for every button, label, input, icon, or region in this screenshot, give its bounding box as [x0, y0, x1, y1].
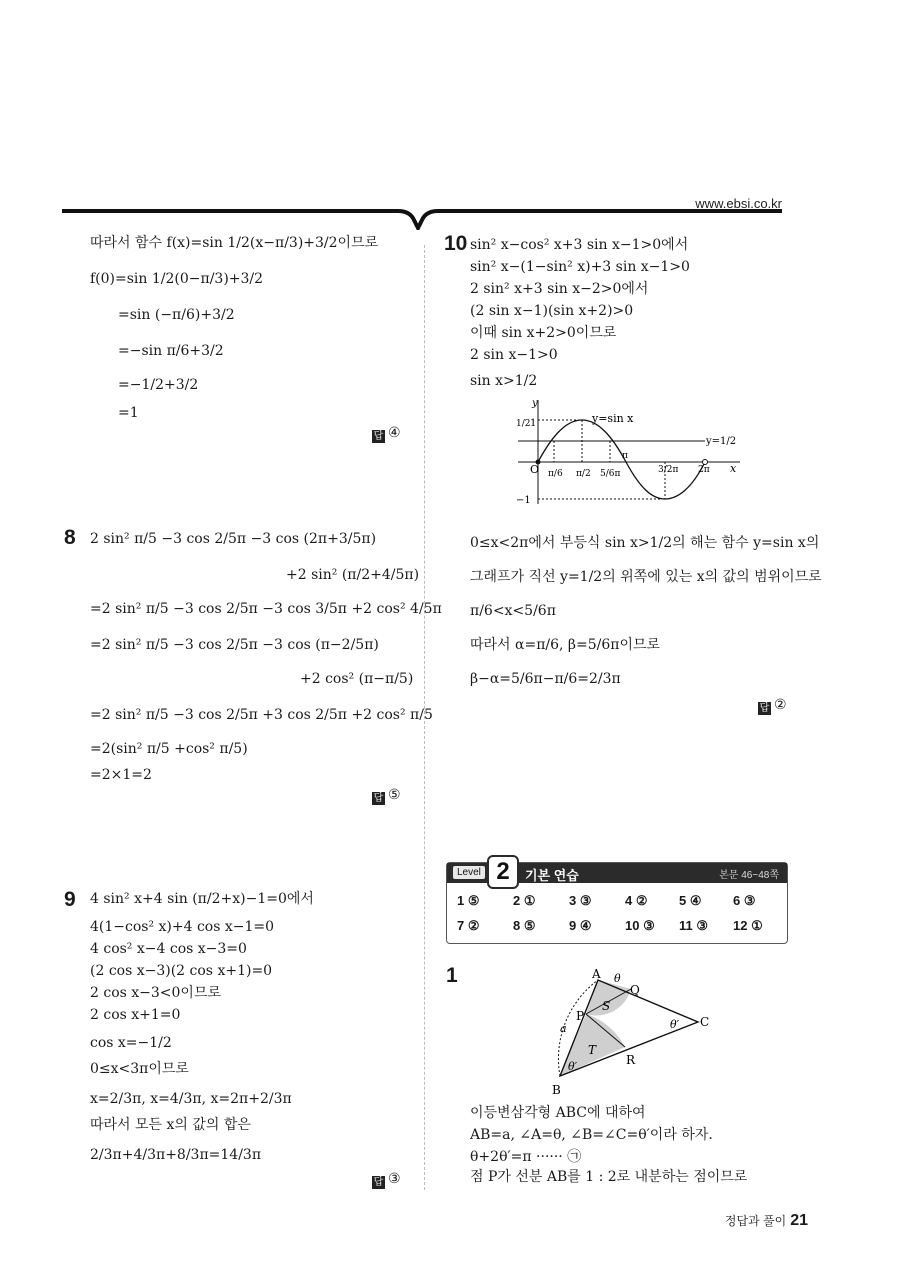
- q10-line: 이때 sin x+2>0이므로: [470, 325, 617, 341]
- q10-line: 2 sin x−1>0: [470, 347, 558, 363]
- answer-cell: 3 ③: [569, 893, 592, 908]
- q1-line: 이등변삼각형 ABC에 대하여: [470, 1105, 646, 1121]
- label-theta: θ: [614, 972, 621, 985]
- answer-cell: 5 ④: [679, 893, 702, 908]
- answer-cell: 1 ⑤: [457, 893, 480, 908]
- curve-label: y=sin x: [592, 412, 634, 425]
- label-theta-prime: θ′: [670, 1018, 680, 1031]
- label-q: Q: [630, 983, 640, 997]
- open-point: [703, 460, 708, 465]
- q10-after-line: β−α=5/6π−π/6=2/3π: [470, 671, 621, 687]
- answer-icon: 답: [759, 703, 770, 714]
- pi6-label: π/6: [548, 469, 563, 479]
- neg-one-label: −1: [516, 495, 531, 506]
- answer-value: ④: [388, 424, 401, 440]
- answer-cell: 2 ①: [513, 893, 536, 908]
- y-axis-label: y: [532, 398, 538, 409]
- q9-line: 4 cos² x−4 cos x−3=0: [90, 941, 247, 957]
- q10-line: sin² x−(1−sin² x)+3 sin x−1>0: [470, 259, 690, 275]
- label-p: P: [576, 1009, 585, 1023]
- level-title: 기본 연습: [525, 868, 579, 883]
- pi2-label: π/2: [576, 469, 591, 479]
- q8-line: =2 sin² π/5 −3 cos 2/5π −3 cos (π−2/5π): [90, 637, 379, 653]
- answer-icon: 답: [373, 1177, 384, 1188]
- q1-line: AB=a, ∠A=θ, ∠B=∠C=θ′이라 하자.: [470, 1127, 713, 1143]
- cont-line: =1: [118, 405, 139, 421]
- 3pi2-label: 3/2π: [658, 465, 679, 475]
- answer-icon: 답: [373, 793, 384, 804]
- cont-line: =−1/2+3/2: [118, 377, 199, 393]
- answer-mark: [372, 1170, 401, 1189]
- answer-icon: 답: [373, 431, 384, 442]
- cont-line: 따라서 함수 f(x)=sin 1/2(x−π/3)+3/2이므로: [90, 235, 379, 251]
- q1-line: 점 P가 선분 AB를 1 : 2로 내분하는 점이므로: [470, 1169, 748, 1185]
- cont-line: f(0)=sin 1/2(0−π/3)+3/2: [90, 271, 264, 287]
- q8-line: 2 sin² π/5 −3 cos 2/5π −3 cos (2π+3/5π): [90, 531, 377, 547]
- line-label: y=1/2: [706, 436, 737, 447]
- label-s: S: [602, 999, 611, 1013]
- answer-cell: 4 ②: [625, 893, 648, 908]
- label-a: A: [592, 967, 601, 981]
- site-url: www.ebsi.co.kr: [695, 196, 782, 211]
- q10-line: 2 sin² x+3 sin x−2>0에서: [470, 281, 649, 297]
- q10-after-line: 그래프가 직선 y=1/2의 위쪽에 있는 x의 값의 범위이므로: [470, 569, 822, 585]
- label-theta-prime-b: θ′: [568, 1060, 578, 1073]
- q10-line: sin x>1/2: [470, 373, 538, 389]
- q9-line: 4(1−cos² x)+4 cos x−1=0: [90, 919, 275, 935]
- page-number: 21: [790, 1212, 808, 1229]
- q8-line: =2×1=2: [90, 767, 152, 783]
- label-t: T: [588, 1043, 597, 1057]
- one-label: 1: [530, 418, 537, 429]
- level-2-answer-table: [446, 858, 788, 944]
- answer-value: ③: [388, 1170, 401, 1186]
- answer-value: ②: [774, 696, 787, 712]
- label-c: C: [700, 1015, 710, 1029]
- q9-line: 2/3π+4/3π+8/3π=14/3π: [90, 1147, 262, 1163]
- level-number: 2: [487, 855, 519, 889]
- q9-line: 따라서 모든 x의 값의 합은: [90, 1117, 251, 1133]
- pi-label: π: [622, 451, 628, 461]
- q9-line: 0≤x<3π이므로: [90, 1061, 189, 1077]
- x-axis-label: x: [730, 462, 737, 475]
- answer-mark: [372, 424, 401, 443]
- q10-after-line: 0≤x<2π에서 부등식 sin x>1/2의 해는 함수 y=sin x의: [470, 535, 820, 551]
- q9-line: x=2/3π, x=4/3π, x=2π+2/3π: [90, 1091, 292, 1107]
- q8-line: +2 sin² (π/2+4/5π): [286, 567, 420, 583]
- answer-cell: 7 ②: [457, 918, 480, 933]
- q10-after-line: π/6<x<5/6π: [470, 603, 556, 619]
- answer-cell: 9 ④: [569, 918, 592, 933]
- answer-cell: 12 ①: [733, 918, 763, 933]
- q8-line: +2 cos² (π−π/5): [300, 671, 414, 687]
- page-footer: [725, 1212, 808, 1230]
- q10-line: (2 sin x−1)(sin x+2)>0: [470, 303, 634, 319]
- answer-cell: 8 ⑤: [513, 918, 536, 933]
- question-number: 9: [64, 888, 76, 911]
- q9-line: 4 sin² x+4 sin (π/2+x)−1=0에서: [90, 891, 314, 907]
- q9-line: cos x=−1/2: [90, 1035, 172, 1051]
- label-b: B: [552, 1083, 561, 1097]
- answer-cell: 10 ③: [625, 918, 655, 933]
- q9-line: 2 cos x−3<0이므로: [90, 985, 222, 1001]
- q8-line: =2 sin² π/5 −3 cos 2/5π −3 cos 3/5π +2 cos² 4/5π: [90, 601, 442, 617]
- q1-line: θ+2θ′=π ······ ㉠: [470, 1149, 582, 1165]
- footer-label: 정답과 풀이: [724, 1214, 787, 1228]
- answer-value: ⑤: [388, 786, 401, 802]
- label-side-a: a: [560, 1022, 567, 1035]
- half-label: 1/2: [516, 419, 531, 429]
- q8-line: =2 sin² π/5 −3 cos 2/5π +3 cos 2/5π +2 cos² π/5: [90, 707, 433, 723]
- level-tag: Level: [453, 866, 485, 879]
- answer-mark: [758, 696, 787, 715]
- q10-line: sin² x−cos² x+3 sin x−1>0에서: [470, 237, 689, 253]
- question-number: 8: [64, 526, 76, 549]
- cont-line: =−sin π/6+3/2: [118, 343, 224, 359]
- answer-mark: [372, 786, 401, 805]
- level-pages: 본문 46~48쪽: [719, 870, 779, 881]
- 5pi6-label: 5/6π: [600, 469, 621, 479]
- answer-cell: 6 ③: [733, 893, 756, 908]
- origin-label: O: [530, 463, 540, 476]
- q9-line: 2 cos x+1=0: [90, 1007, 181, 1023]
- q9-line: (2 cos x−3)(2 cos x+1)=0: [90, 963, 273, 979]
- cont-line: =sin (−π/6)+3/2: [118, 307, 235, 323]
- header-rule: [0, 200, 900, 230]
- 2pi-label: 2π: [698, 465, 710, 475]
- q10-after-line: 따라서 α=π/6, β=5/6π이므로: [470, 637, 661, 653]
- triangle-figure: [548, 966, 718, 1098]
- sine-graph: [510, 396, 750, 510]
- answer-cell: 11 ③: [679, 918, 709, 933]
- question-number: 10: [444, 232, 468, 255]
- question-number: 1: [446, 964, 458, 987]
- label-r: R: [626, 1053, 636, 1067]
- q8-line: =2(sin² π/5 +cos² π/5): [90, 741, 248, 757]
